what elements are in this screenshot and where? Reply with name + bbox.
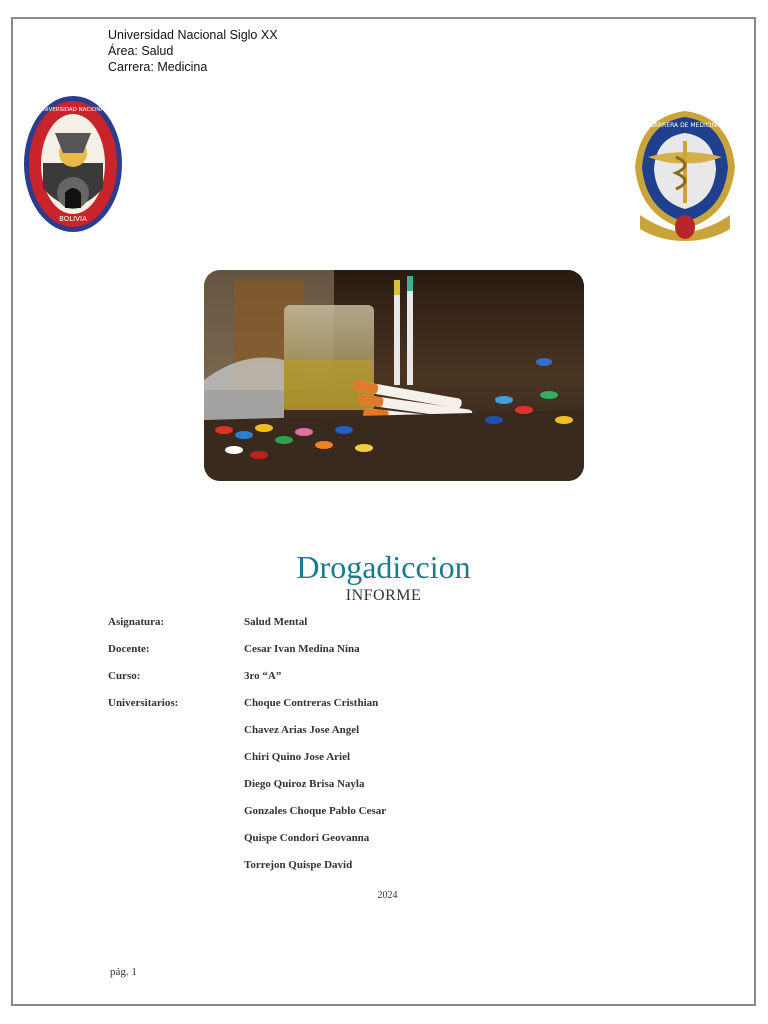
svg-text:BOLIVIA: BOLIVIA <box>59 215 87 223</box>
student-name: Quispe Condori Geovanna <box>244 832 370 844</box>
report-subtitle: INFORME <box>345 587 422 604</box>
course-label: Curso: <box>108 670 141 682</box>
cover-image-drugs <box>204 270 584 481</box>
page-number: pág. 1 <box>110 966 137 978</box>
university-logo <box>23 93 123 235</box>
university-name: Universidad Nacional Siglo XX <box>108 28 278 42</box>
subject-value: Salud Mental <box>244 616 308 628</box>
student-name: Choque Contreras Cristhian <box>244 697 379 709</box>
student-name: Diego Quiroz Brisa Nayla <box>244 778 365 790</box>
document-page <box>11 17 756 1006</box>
teacher-label: Docente: <box>108 643 150 655</box>
report-title: Drogadiccion <box>296 549 471 585</box>
subject-label: Asignatura: <box>108 616 165 628</box>
area-line: Área: Salud <box>108 44 174 58</box>
course-value: 3ro “A” <box>244 670 282 682</box>
student-name: Chiri Quino Jose Ariel <box>244 751 351 763</box>
teacher-value: Cesar Ivan Medina Nina <box>244 643 360 655</box>
medicine-career-logo <box>630 107 740 242</box>
student-name: Gonzales Choque Pablo Cesar <box>244 805 387 817</box>
header-block <box>108 27 278 75</box>
student-name: Chavez Arias Jose Angel <box>244 724 360 736</box>
svg-text:UNIVERSIDAD NACIONAL: UNIVERSIDAD NACIONAL <box>38 107 108 113</box>
svg-text:CARRERA DE MEDICINA: CARRERA DE MEDICINA <box>649 122 721 129</box>
report-year: 2024 <box>377 890 398 901</box>
student-name: Torrejon Quispe David <box>244 859 353 871</box>
students-label: Universitarios: <box>108 697 179 709</box>
career-line: Carrera: Medicina <box>108 60 208 74</box>
